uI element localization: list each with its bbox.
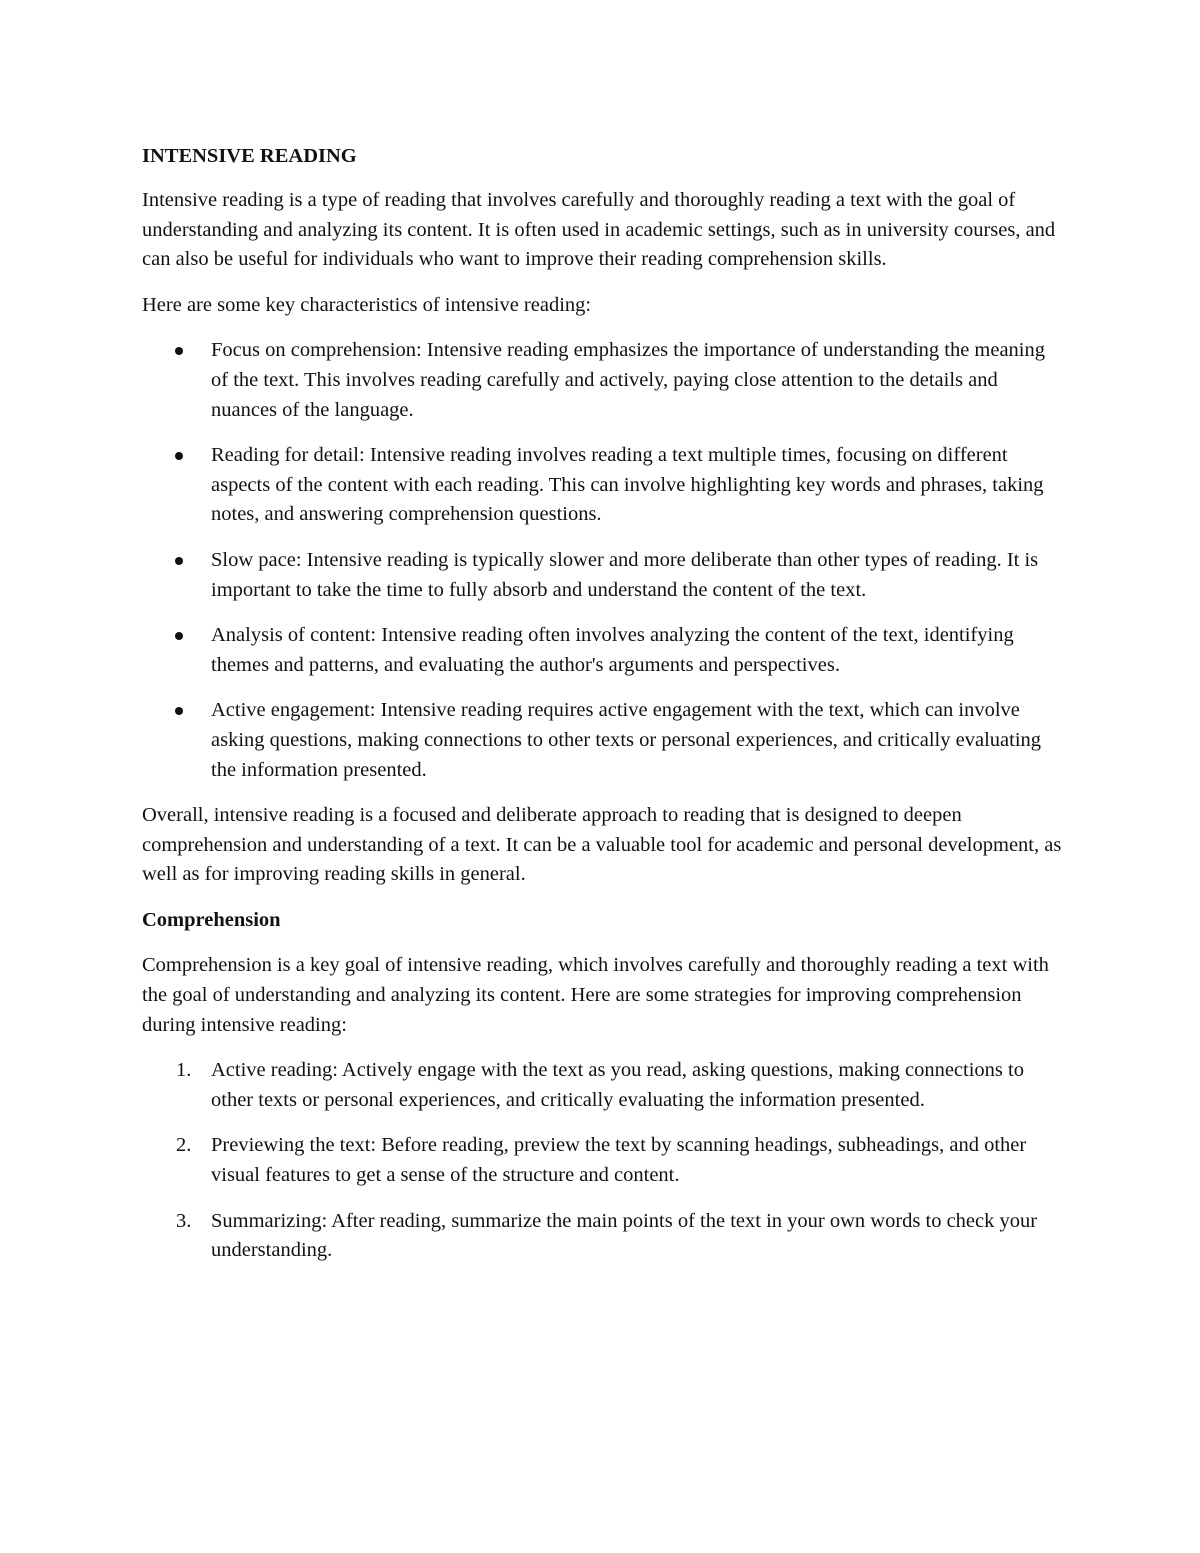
comprehension-heading: Comprehension bbox=[142, 908, 281, 931]
list-item-text: Previewing the text: Before reading, preview the text by scanning headings, subheadings, and other visual features to get a sense of the structure and content. bbox=[211, 1134, 1027, 1187]
characteristics-lead: Here are some key characteristics of intensive reading: bbox=[142, 293, 592, 316]
comprehension-intro: Comprehension is a key goal of intensive reading, which involves carefully and thoroughly reading a text with the goal of understanding and analyzing its content. Here are some strategies for improving comprehension during intensive reading: bbox=[142, 954, 1049, 1036]
document-page bbox=[142, 141, 1062, 1282]
list-item bbox=[142, 441, 1062, 530]
list-item bbox=[142, 621, 1062, 680]
list-item bbox=[142, 546, 1062, 605]
list-number: 2. bbox=[176, 1134, 192, 1157]
list-item-text: Active engagement: Intensive reading requires active engagement with the text, which can involve asking questions, making connections to other texts or personal experiences, and critically evaluating the information presented. bbox=[211, 699, 1042, 781]
list-item bbox=[142, 1207, 1062, 1266]
bullet-icon bbox=[175, 452, 183, 460]
list-item-text: Analysis of content: Intensive reading often involves analyzing the content of the text, identifying themes and patterns, and evaluating the author's arguments and perspectives. bbox=[211, 624, 1014, 676]
strategies-list bbox=[142, 1056, 1062, 1266]
list-item bbox=[142, 1056, 1062, 1115]
list-item-text: Active reading: Actively engage with the text as you read, asking questions, making connections to other texts or personal experiences, and critically evaluating the information presented. bbox=[211, 1059, 1024, 1111]
list-item bbox=[142, 336, 1062, 425]
list-number: 3. bbox=[176, 1209, 192, 1232]
intro-paragraph: Intensive reading is a type of reading that involves carefully and thoroughly reading a text with the goal of understanding and analyzing its content. It is often used in academic settings, such as in university courses, and can also be useful for individuals who want to improve their reading comprehension skills. bbox=[142, 189, 1056, 271]
bullet-icon bbox=[175, 347, 183, 355]
bullet-icon bbox=[175, 557, 183, 565]
overall-paragraph: Overall, intensive reading is a focused and deliberate approach to reading that is designed to deepen comprehension and understanding of a text. It can be a valuable tool for academic and personal development, as well as for improving reading skills in general. bbox=[142, 804, 1062, 886]
bullet-icon bbox=[175, 632, 183, 640]
list-item bbox=[142, 696, 1062, 785]
list-item-text: Reading for detail: Intensive reading involves reading a text multiple times, focusing on different aspects of the content with each reading. This can involve highlighting key words and phrases, taking notes, and answering comprehension questions. bbox=[211, 444, 1044, 526]
list-item bbox=[142, 1131, 1062, 1190]
characteristics-list bbox=[142, 336, 1062, 785]
list-number: 1. bbox=[176, 1059, 192, 1082]
bullet-icon bbox=[175, 707, 183, 715]
list-item-text: Slow pace: Intensive reading is typically slower and more deliberate than other types of reading. It is important to take the time to fully absorb and understand the content of the text. bbox=[211, 548, 1039, 601]
list-item-text: Focus on comprehension: Intensive reading emphasizes the importance of understanding the meaning of the text. This involves reading carefully and actively, paying close attention to the details and nuances of the language. bbox=[211, 339, 1046, 421]
document-title: INTENSIVE READING bbox=[142, 145, 357, 167]
list-item-text: Summarizing: After reading, summarize the main points of the text in your own words to check your understanding. bbox=[211, 1209, 1038, 1262]
